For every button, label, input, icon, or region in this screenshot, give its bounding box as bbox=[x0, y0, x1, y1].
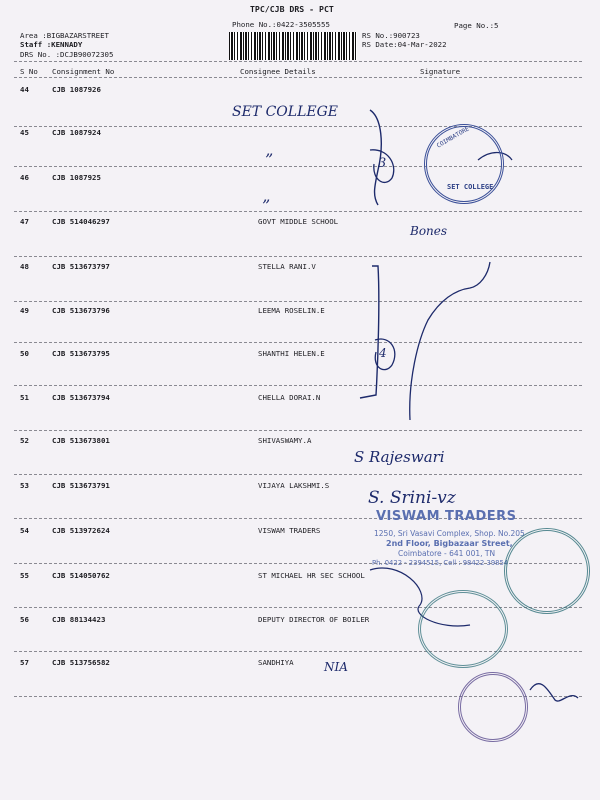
stamp-company-name: VISWAM TRADERS bbox=[376, 509, 517, 524]
row-consignment: CJB 514046297 bbox=[52, 217, 110, 226]
row-sno: 53 bbox=[20, 481, 29, 490]
stamp-address-line: Coimbatore - 641 001, TN bbox=[398, 549, 496, 558]
hw-count-four: 4 bbox=[379, 346, 387, 360]
hw-count-three: 3 bbox=[378, 156, 387, 171]
col-signature: Signature bbox=[420, 67, 461, 76]
row-consignee: CHELLA DORAI.N bbox=[258, 393, 321, 402]
boiler-office-seal bbox=[418, 590, 508, 668]
stamp-address-line: 2nd Floor, Bigbazaar Street, bbox=[386, 539, 513, 548]
row-consignee: SHIVASWAMY.A bbox=[258, 436, 312, 445]
row-sno: 44 bbox=[20, 85, 29, 94]
row-sno: 50 bbox=[20, 349, 29, 358]
stamp-address-line: 1250, Sri Vasavi Complex, Shop. No.205 bbox=[374, 529, 525, 538]
row-consignment: CJB 513673797 bbox=[52, 262, 110, 271]
hw-set-college: SET COLLEGE bbox=[232, 104, 339, 120]
row-sno: 51 bbox=[20, 393, 29, 402]
row-consignee: ST MICHAEL HR SEC SCHOOL bbox=[258, 571, 365, 580]
area-label: Area :BIGBAZARSTREET bbox=[20, 31, 109, 40]
hw-ditto: ” bbox=[262, 196, 271, 215]
row-consignment: CJB 1087926 bbox=[52, 85, 101, 94]
row-consignment: CJB 1087924 bbox=[52, 128, 101, 137]
row-sno: 57 bbox=[20, 658, 29, 667]
stamp-phone: Ph. 0422 - 2394515, Cell : 98422 39854 bbox=[372, 559, 509, 567]
row-consignment: CJB 514050762 bbox=[52, 571, 110, 580]
row-consignee: SHANTHI HELEN.E bbox=[258, 349, 325, 358]
row-consignment: CJB 513673791 bbox=[52, 481, 110, 490]
row-consignment: CJB 88134423 bbox=[52, 615, 106, 624]
postal-date-stamp bbox=[458, 672, 528, 742]
hw-ditto: ” bbox=[265, 150, 274, 169]
stamp-text: SET COLLEGE bbox=[447, 183, 494, 191]
col-sno: S No bbox=[20, 67, 38, 76]
row-consignee: GOVT MIDDLE SCHOOL bbox=[258, 217, 339, 226]
col-consignment: Consignment No bbox=[52, 67, 115, 76]
stamp-text: COIMBATORE bbox=[435, 125, 471, 150]
staff-label: Staff :KENNADY bbox=[20, 40, 83, 49]
row-sno: 45 bbox=[20, 128, 29, 137]
col-consignee: Consignee Details bbox=[240, 67, 316, 76]
row-consignee: LEEMA ROSELIN.E bbox=[258, 306, 325, 315]
row-consignment: CJB 513972624 bbox=[52, 526, 110, 535]
row-sno: 55 bbox=[20, 571, 29, 580]
drs-number: DRS No. :DCJB90072305 bbox=[20, 50, 114, 59]
rs-date: RS Date:04-Mar-2022 bbox=[362, 40, 447, 49]
row-sno: 48 bbox=[20, 262, 29, 271]
row-sno: 47 bbox=[20, 217, 29, 226]
hw-signature-nia: NIA bbox=[324, 660, 348, 674]
row-sno: 54 bbox=[20, 526, 29, 535]
college-stamp bbox=[424, 124, 504, 204]
phone-number: Phone No.:0422-3505555 bbox=[232, 20, 330, 29]
row-consignee: DEPUTY DIRECTOR OF BOILER bbox=[258, 615, 370, 624]
row-sno: 49 bbox=[20, 306, 29, 315]
row-consignment: CJB 513673794 bbox=[52, 393, 110, 402]
sheet-title: TPC/CJB DRS - PCT bbox=[250, 4, 334, 14]
rs-number: RS No.:900723 bbox=[362, 31, 420, 40]
page-number: Page No.:5 bbox=[454, 21, 499, 30]
row-consignment: CJB 513756582 bbox=[52, 658, 110, 667]
row-sno: 46 bbox=[20, 173, 29, 182]
row-consignment: CJB 1087925 bbox=[52, 173, 101, 182]
row-consignee: VISWAM TRADERS bbox=[258, 526, 321, 535]
hw-signature-rajeswari: S Rajeswari bbox=[354, 448, 445, 466]
hw-signature-bones: Bones bbox=[410, 224, 448, 238]
row-sno: 56 bbox=[20, 615, 29, 624]
row-consignee: SANDHIYA bbox=[258, 658, 294, 667]
school-seal bbox=[504, 528, 590, 614]
hw-signature-srinivas: S. Srini-vz bbox=[368, 488, 456, 508]
row-consignee: STELLA RANI.V bbox=[258, 262, 316, 271]
row-sno: 52 bbox=[20, 436, 29, 445]
row-consignment: CJB 513673796 bbox=[52, 306, 110, 315]
row-consignee: VIJAYA LAKSHMI.S bbox=[258, 481, 330, 490]
row-consignment: CJB 513673795 bbox=[52, 349, 110, 358]
row-consignment: CJB 513673801 bbox=[52, 436, 110, 445]
